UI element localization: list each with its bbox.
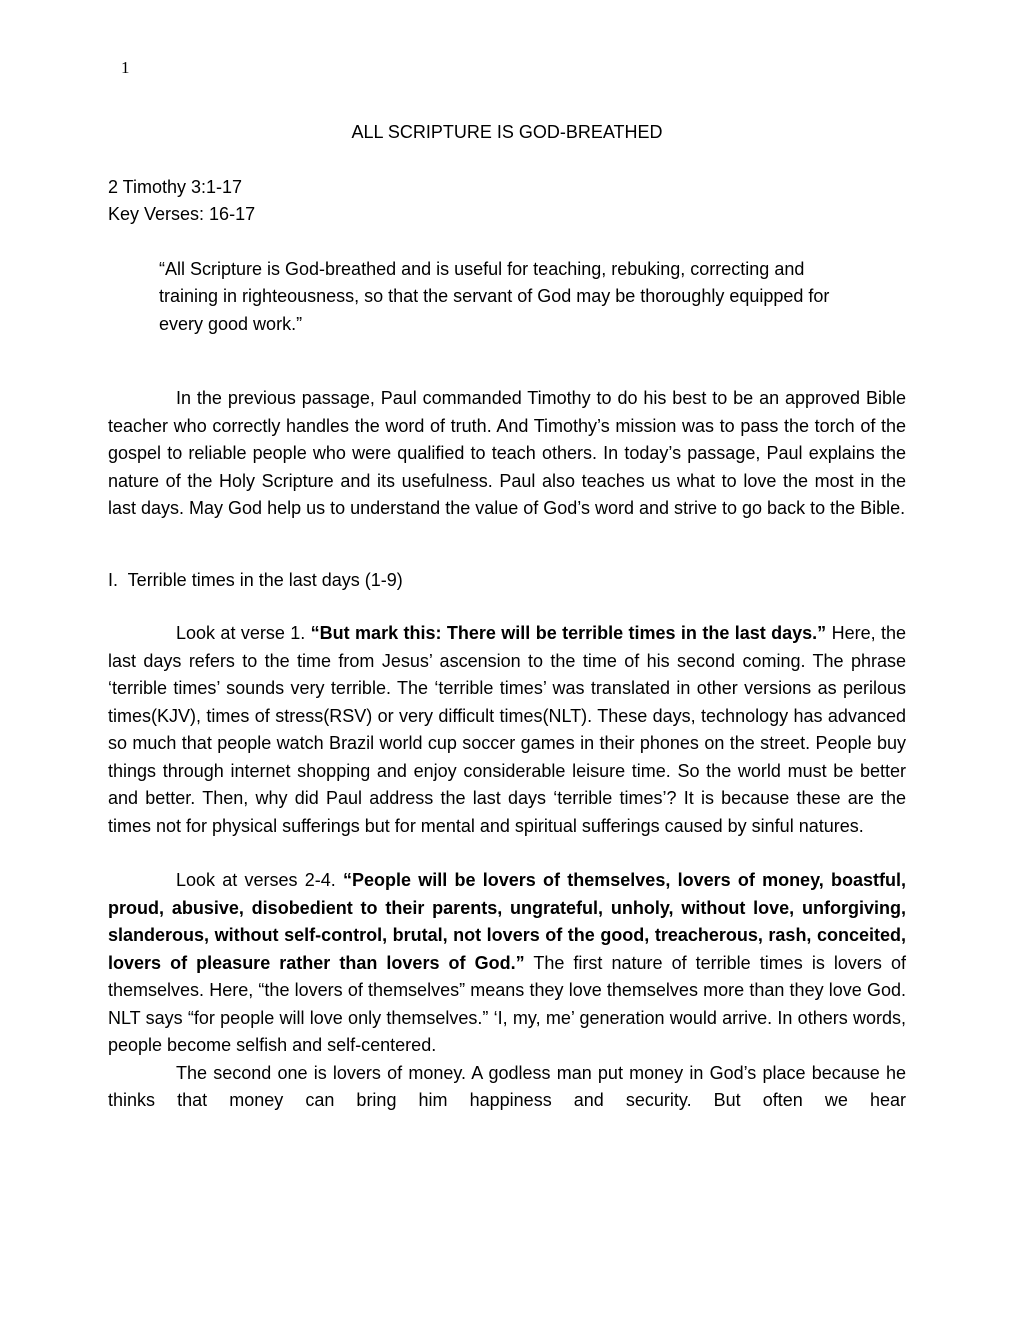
verse-1-commentary: Here, the last days refers to the time from Jesus’ ascension to the time of his second coming. The phrase ‘terrible times’ sounds very terrible. The ‘terrible times’ was translated in other versions as perilous times(KJV), times of stress(RSV) or very difficult times(NLT). These days, technology has advanced so much that people watch Brazil world cup soccer games in their phones on the street. People buy things through internet shopping and enjoy considerable leisure time. So the world must be better and better. Then, why did Paul address the last days ‘terrible times’? It is because these are the times not for physical sufferings but for mental and spiritual sufferings caused by sinful natures. <box>108 623 907 836</box>
verse-1-paragraph-lead: Look at verse 1. <box>176 623 311 643</box>
key-verse-quote: “All Scripture is God-breathed and is useful for teaching, rebuking, correcting and training in righteousness, so that the servant of God may be thoroughly equipped for every good work.” <box>159 258 830 334</box>
lovers-of-money-paragraph: The second one is lovers of money. A godless man put money in God’s place because he thinks that money can bring him happiness and security. But often we hear <box>108 1062 906 1110</box>
passage-reference: 2 Timothy 3:1-17 <box>108 176 243 197</box>
document-content <box>108 0 906 1115</box>
verse-1-paragraph <box>108 620 906 840</box>
introduction-paragraph: In the previous passage, Paul commanded Timothy to do his best to be an approved Bible teacher who correctly handles the word of truth. And Timothy’s mission was to pass the torch of the gospel to reliable people who were qualified to teach others. In today’s passage, Paul explains the nature of the Holy Scripture and its usefulness. Paul also teaches us what to love the most in the last days. May God help us to understand the value of God’s word and strive to go back to the Bible. <box>108 388 906 518</box>
verses-2-4-paragraph <box>108 867 906 1060</box>
verses-2-4-quote-bold: “People will be lovers of themselves, lovers of money, boastful, proud, abusive, disobedient to their parents, ungrateful, unholy, without love, unforgiving, slanderous, without self-control, brutal, not lovers of the good, treacherous, rash, conceited, lovers of pleasure rather than lovers of God.” <box>108 870 906 973</box>
verses-2-4-paragraph-lead: Look at verses 2-4. <box>176 870 344 890</box>
reference-block <box>108 174 906 229</box>
verse-1-quote-bold: “But mark this: There will be terrible times in the last days.” <box>310 623 827 643</box>
document-title: ALL SCRIPTURE IS GOD-BREATHED <box>351 122 663 142</box>
verses-2-4-commentary: The first nature of terrible times is lovers of themselves. Here, “the lovers of themselves” means they love themselves more than they love God. NLT says “for people will love only themselves.” ‘I, my, me’ generation would arrive. In others words, people become selfish and self-centered. <box>108 952 906 1055</box>
page-number: 1 <box>121 58 130 77</box>
section-1-heading: I. Terrible times in the last days (1-9) <box>108 569 403 590</box>
key-verses-reference: Key Verses: 16-17 <box>108 204 256 224</box>
